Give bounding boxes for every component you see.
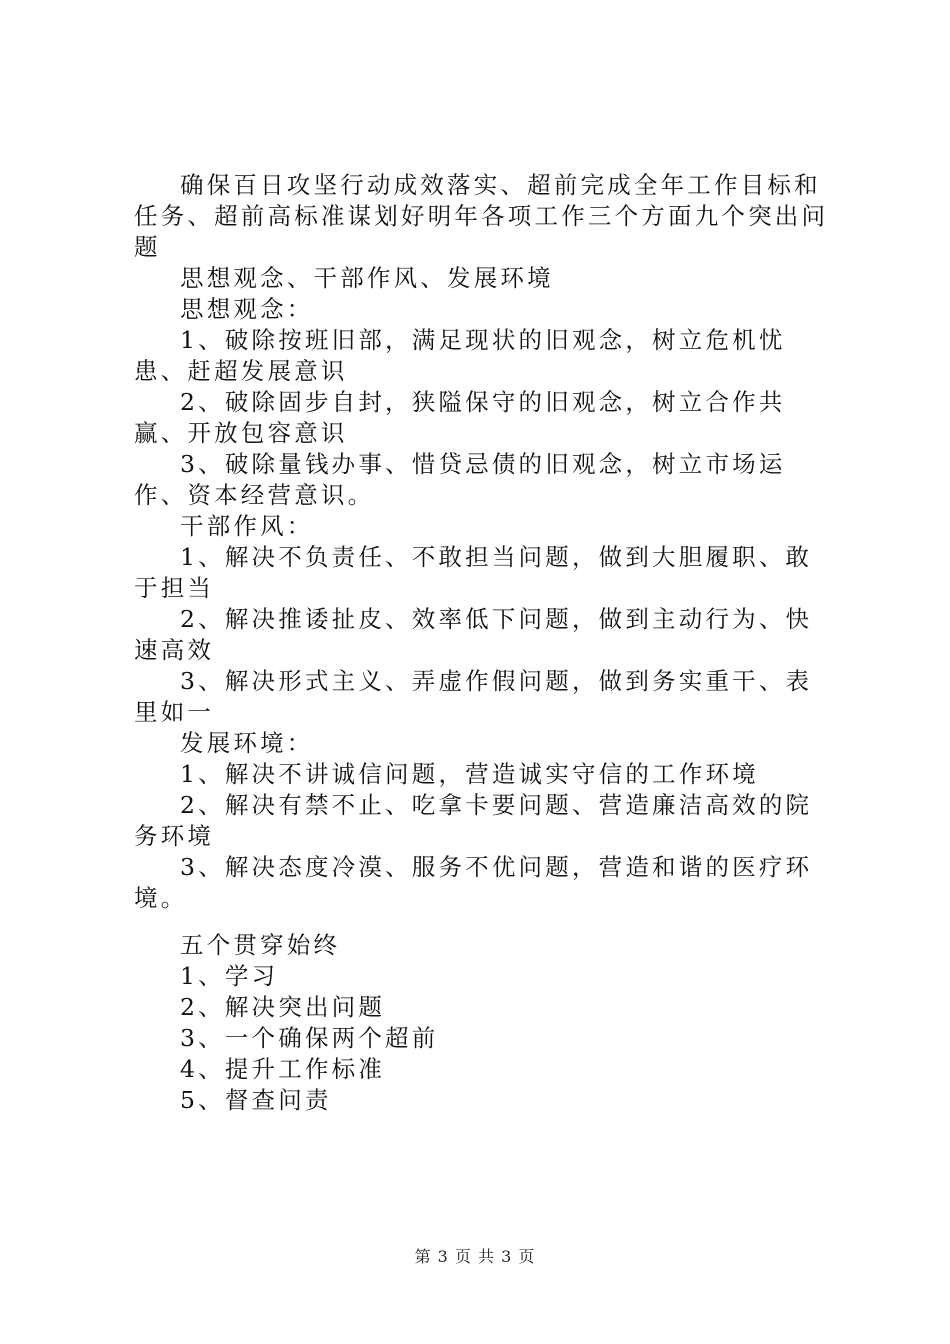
list-item: 2、解决推诿扯皮、效率低下问题，做到主动行为、快速高效 (134, 605, 813, 664)
list-item: 3、解决形式主义、弄虚作假问题，做到务实重干、表里如一 (134, 667, 813, 726)
section-spacer (134, 914, 834, 930)
section-heading-five: 五个贯穿始终 (180, 931, 341, 959)
list-item: 3、解决态度冷漠、服务不优问题，营造和谐的医疗环境。 (134, 853, 813, 912)
list-item: 1、破除按班旧部，满足现状的旧观念，树立危机忧患、赶超发展意识 (134, 326, 786, 385)
list-item: 4、提升工作标准 (180, 1055, 386, 1083)
page-number-footer: 第 3 页 共 3 页 (414, 1247, 536, 1266)
list-item: 1、解决不讲诚信问题，营造诚实守信的工作环境 (180, 760, 759, 788)
list-item: 2、破除固步自封，狭隘保守的旧观念，树立合作共赢、开放包容意识 (134, 388, 786, 447)
document-body (134, 170, 834, 1116)
list-item: 2、解决突出问题 (180, 993, 386, 1021)
list-item: 5、督查问责 (180, 1086, 332, 1114)
list-item: 3、一个确保两个超前 (180, 1024, 439, 1052)
list-item: 1、学习 (180, 962, 279, 990)
list-item: 2、解决有禁不止、吃拿卡要问题、营造廉洁高效的院务环境 (134, 791, 813, 850)
section-heading-cadre: 干部作风： (180, 512, 314, 540)
list-item: 3、破除量钱办事、惜贷忌债的旧观念，树立市场运作、资本经营意识。 (134, 450, 786, 509)
section-heading-thinking: 思想观念： (180, 295, 314, 323)
intro-paragraph: 确保百日攻坚行动成效落实、超前完成全年工作目标和任务、超前高标准谋划好明年各项工作三个方面九个突出问题 (134, 171, 829, 261)
section-heading-environment: 发展环境： (180, 729, 314, 757)
summary-line: 思想观念、干部作风、发展环境 (180, 264, 554, 292)
list-item: 1、解决不负责任、不敢担当问题，做到大胆履职、敢于担当 (134, 543, 813, 602)
